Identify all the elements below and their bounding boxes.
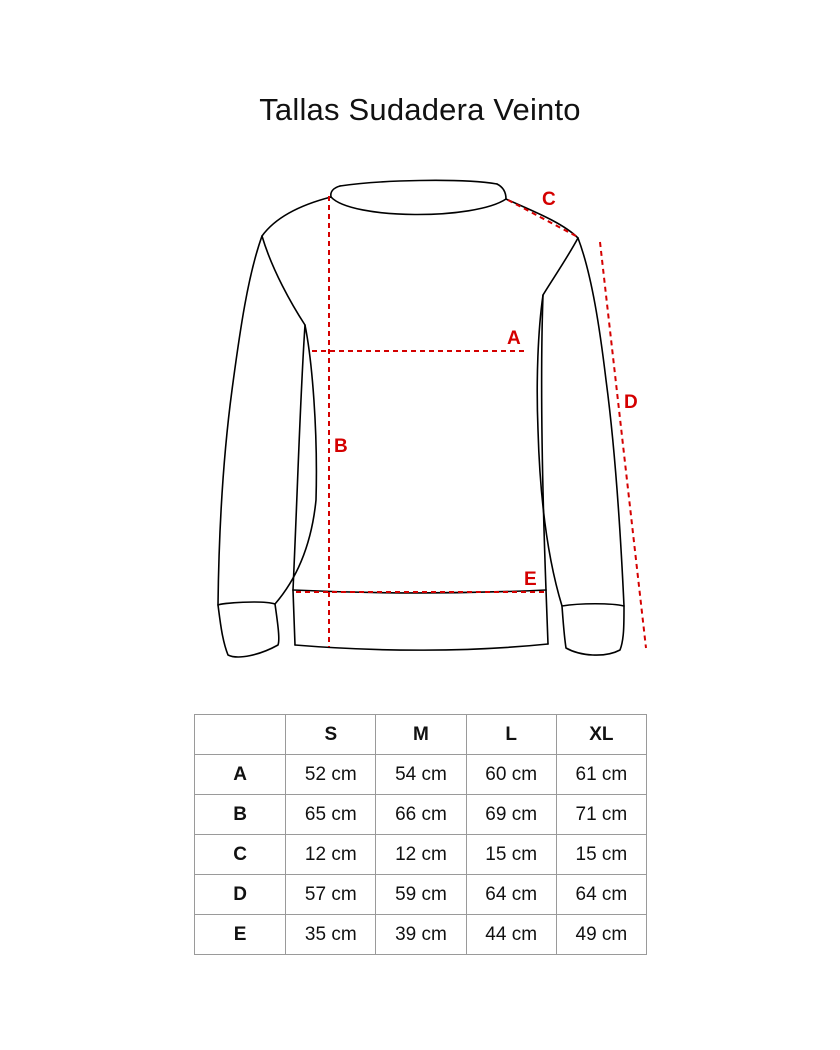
size-table xyxy=(194,714,647,955)
table-header-row xyxy=(195,715,647,755)
table-cell: 54 cm xyxy=(376,755,466,795)
table-cell: 15 cm xyxy=(556,835,646,875)
row-label: B xyxy=(195,795,286,835)
table-cell: 59 cm xyxy=(376,875,466,915)
table-row xyxy=(195,755,647,795)
right-sleeve-inner xyxy=(537,238,578,606)
label-e: E xyxy=(524,569,537,590)
row-label: E xyxy=(195,915,286,955)
waistband-right xyxy=(546,590,548,644)
right-cuff xyxy=(562,604,624,655)
header-corner xyxy=(195,715,286,755)
table-cell: 57 cm xyxy=(286,875,376,915)
collar-inner xyxy=(331,197,506,215)
body-left-side xyxy=(293,325,305,590)
header-size-xl: XL xyxy=(556,715,646,755)
header-size-m: M xyxy=(376,715,466,755)
table-cell: 61 cm xyxy=(556,755,646,795)
table-cell: 65 cm xyxy=(286,795,376,835)
table-row xyxy=(195,835,647,875)
table-cell: 52 cm xyxy=(286,755,376,795)
left-sleeve-inner xyxy=(262,236,316,604)
row-label: D xyxy=(195,875,286,915)
row-label: C xyxy=(195,835,286,875)
waistband-bottom xyxy=(295,644,548,650)
label-c: C xyxy=(542,189,556,210)
header-size-s: S xyxy=(286,715,376,755)
table-cell: 71 cm xyxy=(556,795,646,835)
table-cell: 39 cm xyxy=(376,915,466,955)
waistband-left xyxy=(293,590,295,645)
page-title: Tallas Sudadera Veinto xyxy=(259,92,581,127)
table-cell: 66 cm xyxy=(376,795,466,835)
table-cell: 15 cm xyxy=(466,835,556,875)
table-cell: 35 cm xyxy=(286,915,376,955)
table-cell: 69 cm xyxy=(466,795,556,835)
label-d: D xyxy=(624,392,638,413)
collar-left xyxy=(331,186,340,197)
table-cell: 12 cm xyxy=(286,835,376,875)
measurement-labels xyxy=(334,189,638,590)
collar-outer xyxy=(340,180,497,186)
left-cuff xyxy=(218,602,279,657)
label-b: B xyxy=(334,436,348,457)
table-cell: 64 cm xyxy=(466,875,556,915)
row-label: A xyxy=(195,755,286,795)
table-row xyxy=(195,795,647,835)
waistband-top xyxy=(293,590,546,593)
table-cell: 12 cm xyxy=(376,835,466,875)
table-cell: 44 cm xyxy=(466,915,556,955)
sweatshirt-outline xyxy=(218,180,624,657)
table-cell: 60 cm xyxy=(466,755,556,795)
table-row xyxy=(195,875,647,915)
table-row xyxy=(195,915,647,955)
table-cell: 64 cm xyxy=(556,875,646,915)
measurement-lines xyxy=(296,196,646,648)
body-right-side xyxy=(542,295,546,590)
label-a: A xyxy=(507,328,521,349)
table-cell: 49 cm xyxy=(556,915,646,955)
collar-right xyxy=(497,184,506,199)
header-size-l: L xyxy=(466,715,556,755)
